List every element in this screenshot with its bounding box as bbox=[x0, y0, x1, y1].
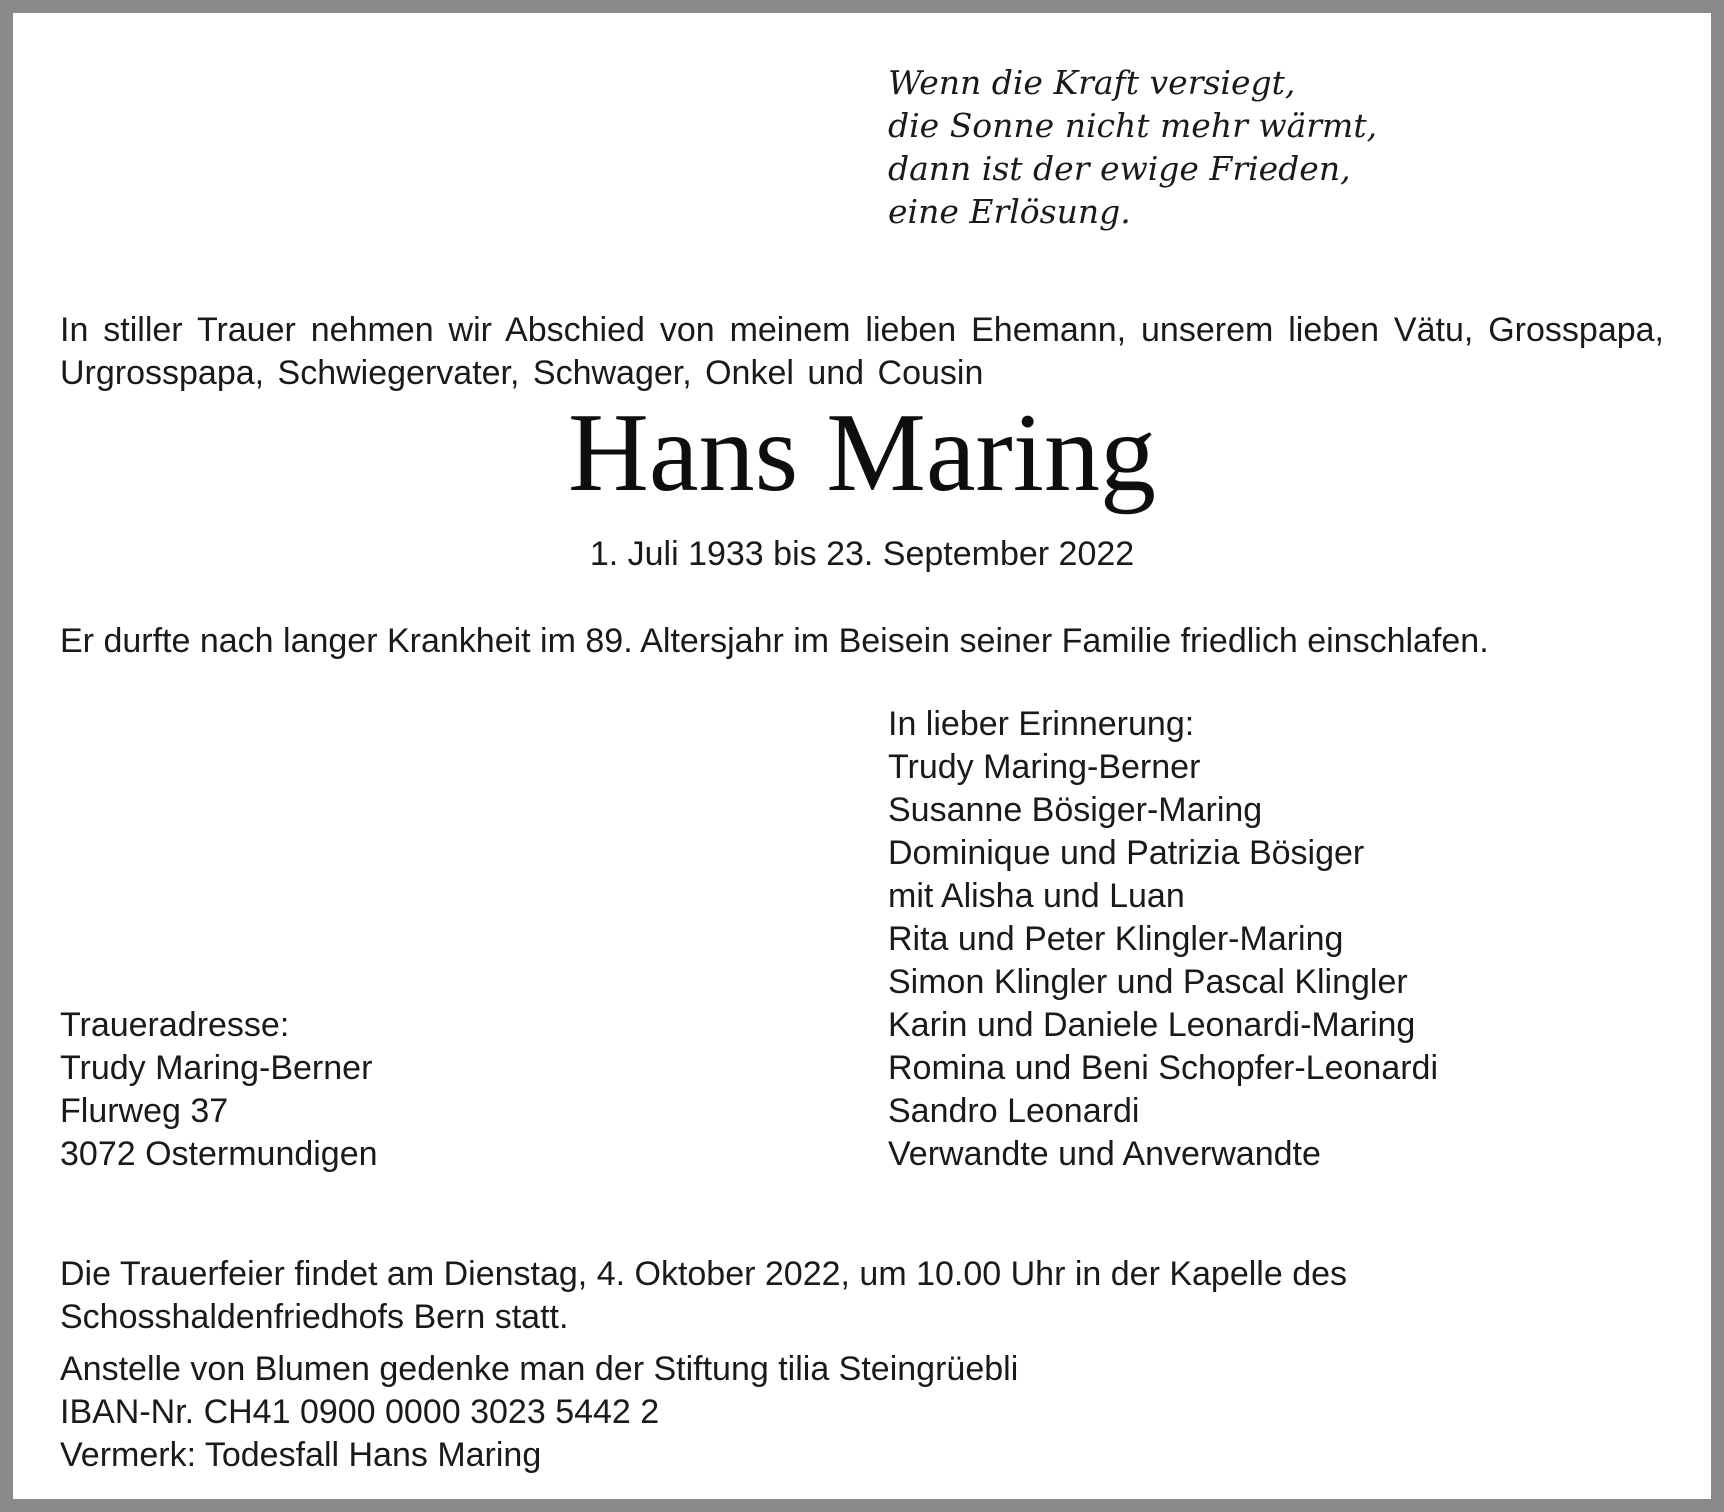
mourners-heading: In lieber Erinnerung: bbox=[888, 705, 1195, 743]
mourner-line: Rita und Peter Klingler-Maring bbox=[888, 920, 1344, 958]
mourner-line: Susanne Bösiger-Maring bbox=[888, 791, 1263, 829]
donation-info bbox=[60, 1348, 1018, 1477]
obituary-notice bbox=[13, 13, 1711, 1499]
address-line: 3072 Ostermundigen bbox=[60, 1135, 378, 1173]
poem-line: eine Erlösung. bbox=[888, 192, 1131, 231]
address-line: Trudy Maring-Berner bbox=[60, 1049, 373, 1087]
mourner-line: Trudy Maring-Berner bbox=[888, 748, 1201, 786]
address-heading: Traueradresse: bbox=[60, 1006, 290, 1044]
ceremony-text: Die Trauerfeier findet am Dienstag, 4. Oktober 2022, um 10.00 Uhr in der Kapelle des Schosshaldenfriedhofs Bern statt. bbox=[60, 1255, 1348, 1336]
mourner-line: Sandro Leonardi bbox=[888, 1092, 1140, 1130]
mourner-line: Karin und Daniele Leonardi-Maring bbox=[888, 1006, 1416, 1044]
mourner-line: mit Alisha und Luan bbox=[888, 877, 1185, 915]
address-line: Flurweg 37 bbox=[60, 1092, 229, 1130]
deceased-name: Hans Maring bbox=[568, 391, 1156, 515]
mourner-line: Dominique und Patrizia Bösiger bbox=[888, 834, 1365, 872]
iban-line: IBAN-Nr. CH41 0900 0000 3023 5442 2 bbox=[60, 1393, 660, 1431]
donation-line: Anstelle von Blumen gedenke man der Stiftung tilia Steingrüebli bbox=[60, 1350, 1019, 1388]
poem-line: Wenn die Kraft versiegt, bbox=[888, 63, 1296, 102]
intro-text: In stiller Trauer nehmen wir Abschied von meinem lieben Ehemann, unserem lieben Vätu, Grosspapa, Urgrosspapa, Schwiegervater, Schwager, Onkel und Cousin bbox=[60, 311, 1664, 392]
mourner-line: Romina und Beni Schopfer-Leonardi bbox=[888, 1049, 1439, 1087]
reference-line: Vermerk: Todesfall Hans Maring bbox=[60, 1436, 542, 1474]
mourner-line: Simon Klingler und Pascal Klingler bbox=[888, 963, 1408, 1001]
passing-sentence: Er durfte nach langer Krankheit im 89. Altersjahr im Beisein seiner Familie friedlich einschlafen. bbox=[60, 622, 1489, 660]
poem bbox=[888, 61, 1377, 233]
poem-line: die Sonne nicht mehr wärmt, bbox=[888, 106, 1378, 145]
mourning-address bbox=[60, 1004, 378, 1176]
life-dates: 1. Juli 1933 bis 23. September 2022 bbox=[589, 535, 1135, 573]
mourner-line: Verwandte und Anverwandte bbox=[888, 1135, 1321, 1173]
mourners-list bbox=[888, 703, 1438, 1176]
poem-line: dann ist der ewige Frieden, bbox=[888, 149, 1351, 188]
